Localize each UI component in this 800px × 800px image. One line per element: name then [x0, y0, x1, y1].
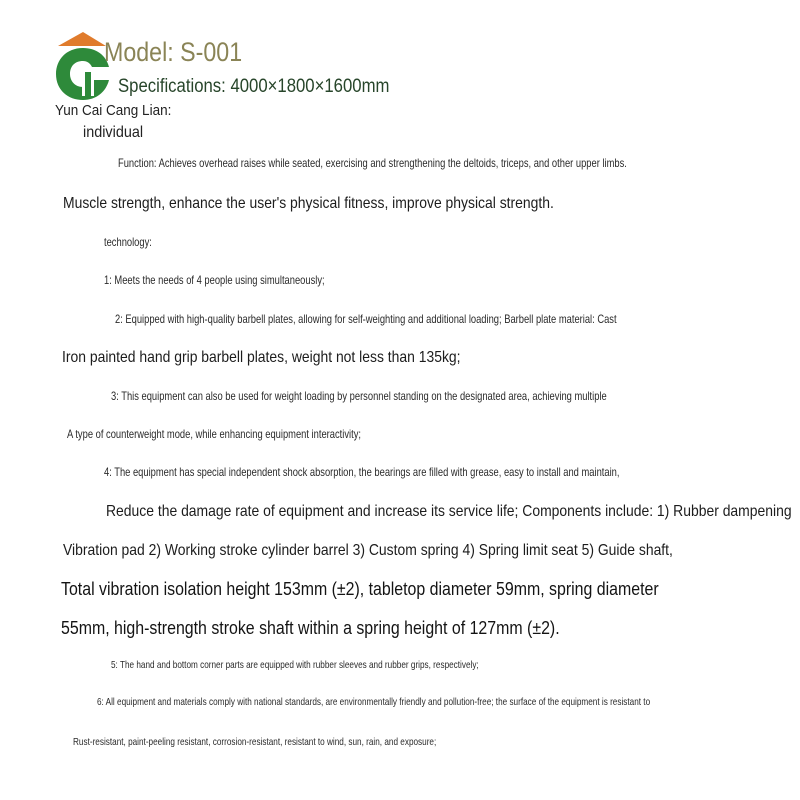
feature-4-continuation-3: Total vibration isolation height 153mm (±2), tabletop diameter 59mm, spring diameter: [61, 578, 659, 599]
feature-2-continuation: Iron painted hand grip barbell plates, weight not less than 135kg;: [62, 349, 461, 366]
feature-6-continuation: Rust-resistant, paint-peeling resistant, corrosion-resistant, resistant to wind, sun, rain, and exposure;: [73, 736, 437, 748]
feature-4: 4: The equipment has special independent shock absorption, the bearings are filled with grease, easy to install and maintain,: [104, 465, 620, 479]
specifications-line: Specifications: 4000×1800×1600mm: [118, 76, 390, 97]
brand-subtitle: individual: [83, 124, 144, 141]
feature-5: 5: The hand and bottom corner parts are equipped with rubber sleeves and rubber grips, respectively;: [111, 659, 479, 671]
feature-2: 2: Equipped with high-quality barbell plates, allowing for self-weighting and additional loading; Barbell plate material: Cast: [115, 312, 617, 326]
model-title: Model: S-001: [104, 37, 243, 67]
feature-1: 1: Meets the needs of 4 people using simultaneously;: [104, 273, 325, 287]
feature-4-continuation-2: Vibration pad 2) Working stroke cylinder barrel 3) Custom spring 4) Spring limit seat 5) Guide shaft,: [63, 542, 673, 559]
technology-heading: technology:: [104, 235, 152, 249]
function-line: Function: Achieves overhead raises while seated, exercising and strengthening the deltoids, triceps, and other upper limbs.: [118, 156, 627, 170]
feature-6: 6: All equipment and materials comply with national standards, are environmentally friendly and pollution-free; the surface of the equipment is resistant to: [97, 696, 651, 708]
feature-4-continuation-4: 55mm, high-strength stroke shaft within a spring height of 127mm (±2).: [61, 617, 560, 638]
function-continuation: Muscle strength, enhance the user's physical fitness, improve physical strength.: [63, 195, 554, 212]
brand-name: Yun Cai Cang Lian:: [55, 102, 172, 119]
feature-4-continuation-1: Reduce the damage rate of equipment and increase its service life; Components include: 1) Rubber dampening: [106, 503, 792, 520]
feature-3: 3: This equipment can also be used for weight loading by personnel standing on the designated area, achieving multiple: [111, 389, 607, 403]
feature-3-continuation: A type of counterweight mode, while enhancing equipment interactivity;: [67, 427, 361, 441]
